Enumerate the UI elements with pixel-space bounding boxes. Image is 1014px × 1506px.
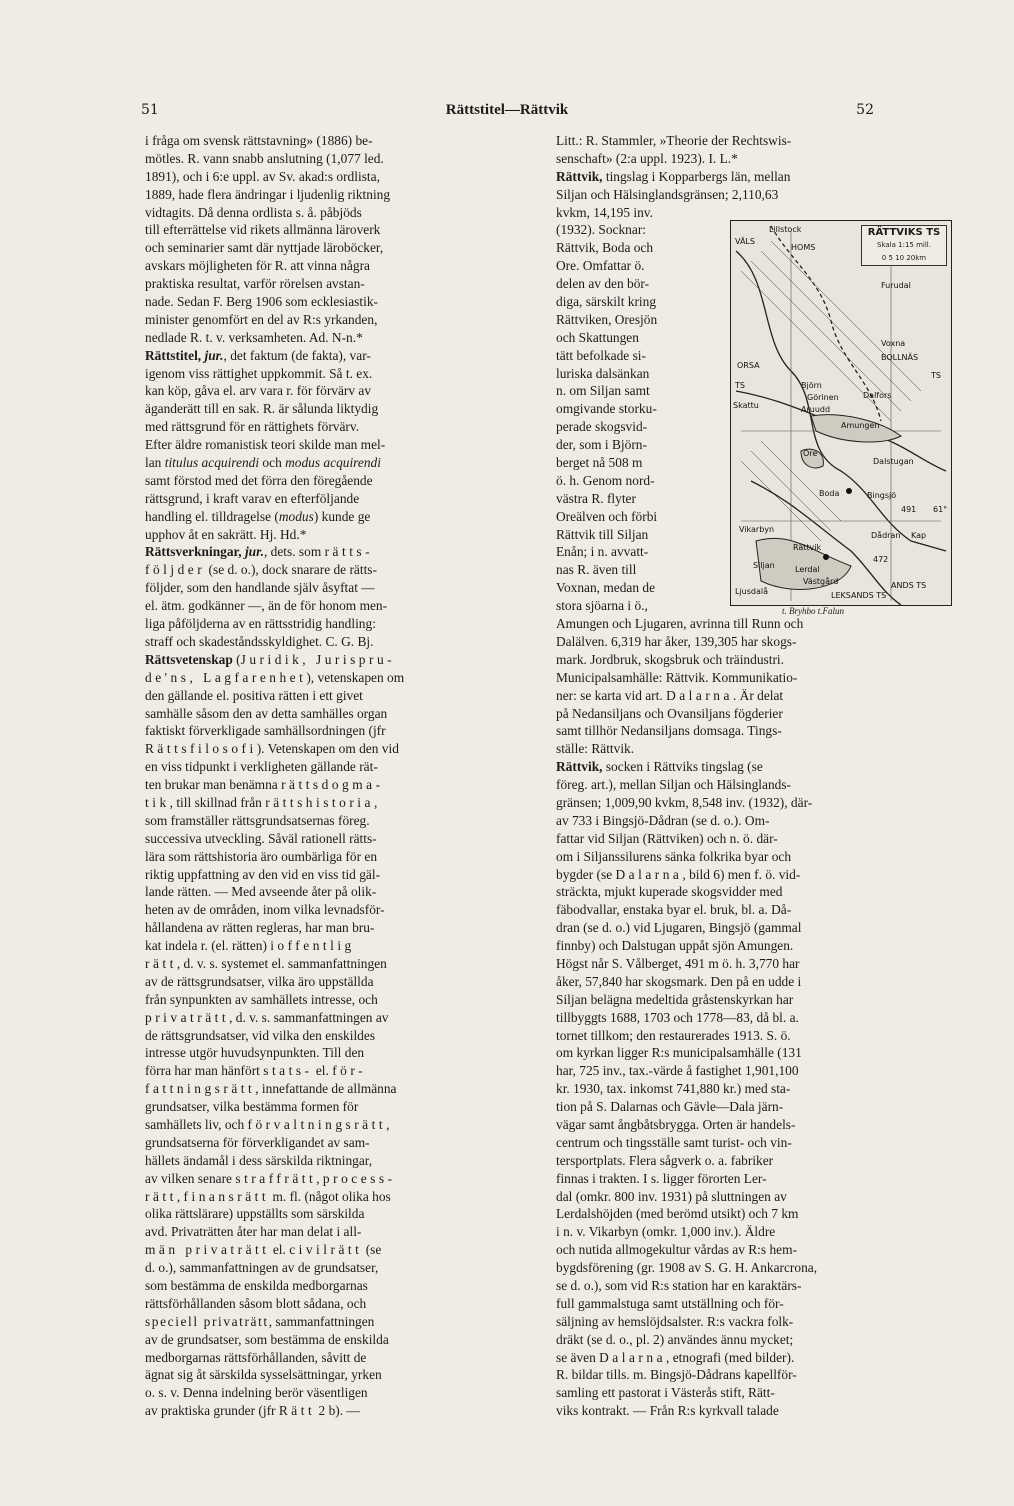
text-line: samt tillhör Nedansiljans domsaga. Tings- (556, 723, 782, 739)
text-line: kan köp, gåva el. arv vara r. för förvärv av (145, 383, 372, 399)
text-line: Högst når S. Vålberget, 491 m ö. h. 3,770 har (556, 955, 800, 971)
entry-abbr: jur. (204, 347, 224, 363)
text-span: , till skillnad från (169, 794, 266, 810)
spaced-term: straffrätt (235, 1170, 317, 1186)
map-label: 491 (901, 505, 917, 514)
text-line: full gammalstuga samt utställning och för- (556, 1295, 784, 1311)
text-line: straff och skadeståndsskyldighet. C. G. Bj. (145, 633, 374, 649)
text-line: Efter äldre romanistisk teori skilde man mel- (145, 437, 386, 453)
text-span: , (316, 1170, 323, 1186)
text-line: olika rättslärare) uppställts som särskilda (145, 1206, 365, 1222)
spaced-term: Juridik, Jurispru- (240, 651, 396, 667)
map-scale: Skala 1:15 mill. (877, 241, 931, 249)
text-span: , dets. som (263, 544, 325, 560)
text-span: (se (362, 1242, 382, 1258)
text-span: socken i Rättviks tingslag (se (602, 759, 763, 775)
text-line: de rättsgrundsatser, vid vilka den enskildes (145, 1027, 376, 1043)
spaced-term: stats- (263, 1063, 313, 1079)
text-line: fattar vid Siljan (Rättviken) och n. ö. där- (556, 830, 778, 846)
text-line: nas R. även till (556, 562, 637, 578)
text-line: intresse utgör huvudsynpunkten. Till den (145, 1045, 365, 1061)
text-span: samhällets liv, och (145, 1116, 248, 1132)
text-line: av de rättsgrundsatser, vilka äro uppställda (145, 973, 374, 989)
text-span: och (259, 455, 286, 471)
rattstavning-continuation (145, 132, 537, 347)
spaced-term: Rättsfilosofi (145, 741, 257, 757)
text-span: handling el. tilldragelse ( (145, 508, 279, 524)
page-number-right: 52 (856, 102, 874, 118)
spaced-term: de'ns, Lagfarenhet (145, 669, 307, 685)
text-line: centrum och tingsställe samt turist- och vin- (556, 1134, 792, 1150)
entry-headword: Rättsverkningar, (145, 544, 242, 560)
text-line: Oreälven och förbi (556, 508, 658, 524)
text-line: R. bildar tills. m. Bingsjö-Dådrans kapellför- (556, 1367, 797, 1383)
map-label: Furudal (881, 281, 911, 290)
map-drawing (731, 221, 951, 605)
text-line: av de grundsatser, som bestämma de enskilda (145, 1331, 389, 1347)
text-span: , (386, 1116, 390, 1132)
text-line: hållandena av rätten regleras, har man bru- (145, 920, 375, 936)
map-rattviks-tingslag (730, 220, 952, 606)
map-label: HOMS (791, 243, 816, 252)
entry-rattstitel (145, 347, 537, 544)
spaced-term: civilrätt (289, 1242, 363, 1258)
text-line: gränsen; 1,009,90 kvkm, 8,548 inv. (1932), där- (556, 794, 813, 810)
map-label: Siljan (753, 561, 775, 570)
map-label: Dådran (871, 531, 901, 540)
literature-line: Litt.: R. Stammler, »Theorie der Rechtswis- (556, 133, 792, 148)
text-line: dal (omkr. 800 inv. 1931) på sluttningen av (556, 1188, 787, 1204)
text-line: kr. 1930, tax. inkomst 741,880 kr.) med sta- (556, 1081, 791, 1097)
map-title-box (861, 225, 947, 266)
literature-line: senschaft» (2:a uppl. 1923). I. L.* (556, 150, 738, 166)
text-line: avskars möjligheten för R. att vinna några (145, 258, 370, 274)
text-span: , bild 6) men f. ö. vid- (682, 866, 801, 882)
spaced-term: fattningsrätt (145, 1081, 256, 1097)
text-line: d. o.), sammanfattningen av de grundsatser, (145, 1260, 379, 1276)
map-label: BOLLNÄS (881, 353, 919, 362)
text-line: i n. v. Vikarbyn (omkr. 1,000 inv.). Äldre (556, 1224, 776, 1240)
entry-abbr: jur. (244, 544, 264, 560)
text-line: viks kontrakt. — Från R:s kyrkvall talade (556, 1403, 779, 1419)
map-label: Dalstugan (873, 457, 914, 466)
entry-headword: Rättvik, (556, 759, 603, 775)
text-line: luriska dalsänkan (556, 365, 650, 381)
latin-term: modus (278, 508, 314, 524)
text-line: föreg. art.), mellan Siljan och Hälsinglands- (556, 777, 792, 793)
text-line: bygdsförening (gr. 1908 av S. G. H. Ankarcrona, (556, 1260, 818, 1276)
text-line: faktiskt förverkligade samhällsordningen (jfr (145, 723, 386, 739)
spaced-term: rätt (145, 955, 177, 971)
text-line: som framställer rättsgrundsatsernas föreg. (145, 812, 370, 828)
text-line: om i Siljanssilurens sänka folkrika byar och (556, 848, 792, 864)
entry-rattsverkningar (145, 543, 537, 650)
map-label: Lerdal (795, 565, 820, 574)
entry-headword: Rättstitel, (145, 347, 202, 363)
text-span: , d. v. s. sammanfattningen av (229, 1009, 389, 1025)
map-label: Boda (819, 489, 840, 498)
text-span: , d. v. s. systemet el. sammanfattningen (176, 955, 387, 971)
text-line: fäbodvallar, enstaka byar el. bruk, bl. a. Då- (556, 902, 792, 918)
spaced-term: Dalarna (599, 1349, 667, 1365)
map-label: Kap (911, 531, 927, 540)
text-line: Voxnan, medan de (556, 580, 656, 596)
spaced-term: tik (145, 794, 170, 810)
text-line: stora sjöarna i ö., (556, 598, 648, 614)
map-title: RÄTTVIKS TS (867, 227, 941, 238)
text-line: mark. Jordbruk, skogsbruk och träindustri. (556, 651, 784, 667)
running-header (0, 102, 1014, 122)
text-line: finnby) och Dalstugan uppåt sjön Amungen. (556, 938, 794, 954)
text-line: med rättsgrund för en rättighets förvärv. (145, 419, 360, 435)
map-label: VÄLS (735, 237, 755, 246)
map-scale-ticks: 0 5 10 20km (881, 254, 927, 262)
text-line: ställe: Rättvik. (556, 741, 635, 757)
text-line: av 733 i Bingsjö-Dådran (se d. o.). Om- (556, 812, 770, 828)
map-label: Ljusdalå (735, 587, 769, 596)
text-line: rättsgrund, i kraft varav en efterföljande (145, 490, 360, 506)
map-label: Dalfors (863, 391, 892, 400)
text-line: samling ett pastorat i Västerås stift, Rätt- (556, 1385, 775, 1401)
map-label: Aruudd (801, 405, 831, 414)
entry-rattsvetenskap (145, 651, 537, 1420)
latin-term: modus acquirendi (285, 455, 381, 471)
spaced-term: process- (322, 1170, 396, 1186)
text-span: ) kunde ge (313, 508, 371, 524)
map-label: Björn (801, 381, 822, 390)
text-line: ö. h. Genom nord- (556, 472, 655, 488)
text-line: Siljan och Hälsinglandsgränsen; 2,110,63 (556, 186, 779, 202)
map-label: Vikarbyn (739, 525, 775, 534)
text-line: nade. Sedan F. Berg 1906 som ecklesiastik- (145, 294, 378, 310)
text-line: tersportplats. Flera sågverk o. a. fabriker (556, 1152, 774, 1168)
text-line: Rättviken, Oresjön (556, 311, 658, 327)
map-label: ORSA (737, 361, 760, 370)
text-span: ( (232, 651, 241, 667)
text-line: dräkt (se d. o., pl. 2) användes ännu mycket; (556, 1331, 794, 1347)
text-line: säljning av hemslöjdsalster. R:s vackra folk- (556, 1313, 794, 1329)
map-caption: t. Bryhbo t.Falun (782, 606, 844, 616)
spaced-term: rättshistoria (265, 794, 374, 810)
spaced-term: rätts- (324, 544, 374, 560)
text-line: kvkm, 14,195 inv. (556, 204, 653, 220)
spaced-term: finansrätt (183, 1188, 270, 1204)
text-line: o. s. v. Denna indelning berör väsentligen (145, 1385, 368, 1401)
text-span: 2 b). — (315, 1403, 360, 1419)
text-line: lande rätten. — Med avseende åter på olik- (145, 884, 377, 900)
text-span: förra har man hänfört (145, 1063, 264, 1079)
entry-headword: Rättsvetenskap (145, 651, 233, 667)
map-label: 61° (933, 505, 948, 514)
map-label: TS (735, 381, 745, 390)
spaced-term: män privaträtt (145, 1242, 270, 1258)
spaced-term: privaträtt (145, 1009, 230, 1025)
text-line: tornet tillkom; den restaurerades 1913. S. ö. (556, 1027, 791, 1043)
text-span: bygder (se (556, 866, 616, 882)
spaced-term: rätt (145, 1188, 177, 1204)
text-line: tätt befolkade si- (556, 347, 646, 363)
text-line: följder, som den handlande själv åsyftat — (145, 580, 375, 596)
text-line: vägar samt ångbåtsbrygga. Orten är handels- (556, 1116, 796, 1132)
text-line: der, som i Björn- (556, 437, 647, 453)
text-line: i fråga om svensk rättstavning» (1886) be- (145, 133, 373, 148)
text-line: el. ätm. godkänner —, än de för honom men- (145, 598, 388, 614)
text-line: Amungen och Ljugaren, avrinna till Runn och (556, 616, 804, 632)
map-label: Bingsjö (867, 491, 897, 500)
left-column (145, 132, 537, 1420)
text-line: finnas i trakten. I s. ligger förorten Ler- (556, 1170, 767, 1186)
text-span: ner: se karta vid art. (556, 687, 667, 703)
text-span: , innefattande de allmänna (255, 1081, 397, 1097)
map-label: Ore (803, 449, 818, 458)
text-line: grundsatserna för förverkligandet av sam- (145, 1134, 370, 1150)
text-line: 1889, hade flera ändringar i ljudenlig riktning (145, 186, 391, 202)
spaced-term: för- (332, 1063, 367, 1079)
text-line: (1932). Socknar: (556, 222, 646, 238)
text-line: avd. Privaträtten åter har man delat i all- (145, 1224, 362, 1240)
text-span: tingslag i Kopparbergs län, mellan (602, 168, 791, 184)
text-line: medborgarnas rättsförhållanden, såvitt de (145, 1349, 367, 1365)
text-span: , etnografi (med bilder). (666, 1349, 795, 1365)
text-line: om kyrkan ligger R:s municipalsamhälle (131 (556, 1045, 802, 1061)
spaced-term: Dalarna (666, 687, 733, 703)
text-line: diga, särskilt kring (556, 294, 657, 310)
text-span: lan (145, 455, 165, 471)
text-line: grundsatser, vilka bestämma formen för (145, 1099, 359, 1115)
text-span: (se d. o.), dock snarare de rätts- (205, 562, 377, 578)
text-span: ). Vetenskapen om den vid (256, 741, 399, 757)
text-line: igenom viss rättighet uppkommit. Så t. ex. (145, 365, 373, 381)
text-line: berget nå 508 m (556, 455, 643, 471)
text-line: mötles. R. vann snabb anslutning (1,077 led. (145, 150, 384, 166)
text-line: och seminarier samt där nyttjade läroböcker, (145, 240, 384, 256)
text-line: praktiska resultat, varför rörelsen avstan- (145, 276, 365, 292)
text-line: Rättvik till Siljan (556, 526, 649, 542)
text-line: heten av de områden, inom vilka levnadsför- (145, 902, 385, 918)
latin-term: titulus acquirendi (164, 455, 260, 471)
text-line: äganderätt till en sak. R. är sålunda liktydig (145, 401, 379, 417)
map-label: ANDS TS (891, 581, 927, 590)
text-line: minister genomfört en del av R:s yrkanden, (145, 311, 378, 327)
map-label: LEKSANDS TS (831, 591, 887, 600)
running-title: Rättstitel—Rättvik (445, 102, 569, 118)
text-line: som bestämma de enskilda medborgarnas (145, 1278, 368, 1293)
spaced-term: speciell privaträtt (145, 1313, 269, 1329)
text-line: liga påföljderna av en rättsstridig handling: (145, 616, 376, 632)
text-line: tillbyggts 1688, 1703 och 1778—83, då bl. a. (556, 1009, 799, 1025)
page-number-left: 51 (141, 102, 159, 118)
text-span: av vilken senare (145, 1170, 236, 1186)
map-label: Västgård (803, 577, 839, 586)
text-line: en viss tidpunkt i verkligheten gällande rät- (145, 759, 378, 775)
text-span: se även (556, 1349, 600, 1365)
text-line: se d. o.), som vid R:s station har en karaktärs- (556, 1278, 802, 1293)
map-label: Lillstock (769, 225, 802, 234)
text-span: el. (269, 1242, 290, 1258)
text-line: nedlade R. t. v. verksamheten. Ad. N-n.* (145, 329, 363, 345)
text-line: åker, 57,840 har skogsmark. Den på en udde i (556, 973, 802, 989)
text-line: samhälle såsom den av detta samhälles organ (145, 705, 388, 721)
map-label: Rättvik (793, 543, 822, 552)
text-line: västra R. flyter (556, 490, 636, 506)
text-line: från synpunkten av samhällets intresse, och (145, 991, 378, 1007)
text-line: hällets ändamål i dess särskilda riktningar, (145, 1152, 373, 1168)
text-line: Lerdalshöjden (med berömd utsikt) och 7 km (556, 1206, 799, 1222)
settlement-marker (846, 488, 852, 494)
text-line: lära som rättshistoria äro oumbärliga för en (145, 848, 378, 864)
text-line: dran (se d. o.) vid Ljugaren, Bingsjö (gammal (556, 920, 802, 936)
map-label: Görinen (807, 393, 839, 402)
text-line: och nutida allmogekultur vårdas av R:s hem- (556, 1242, 797, 1258)
text-span: , det faktum (de fakta), var- (223, 347, 371, 363)
text-line: n. om Siljan samt (556, 383, 650, 399)
text-span: . Är delat (732, 687, 784, 703)
text-line: successiva utveckling. Såväl rationell rätts- (145, 830, 377, 846)
spaced-term: rättsdogma- (281, 777, 384, 793)
text-line: samt förstod med det förra den föregående (145, 472, 373, 488)
text-line: Municipalsamhälle: Rättvik. Kommunikatio- (556, 669, 798, 685)
text-line: omgivande storku- (556, 401, 657, 417)
text-span: , sammanfattningen (268, 1313, 375, 1329)
text-line: Siljan belägna medeltida gråstenskyrkan har (556, 991, 794, 1007)
spaced-term: följder (145, 562, 206, 578)
text-line: 1891), och i 6:e uppl. av Sv. akad:s ordlista, (145, 168, 380, 184)
text-span: el. (312, 1063, 333, 1079)
text-span: m. fl. (något olika hos (269, 1188, 391, 1204)
spaced-term: Dalarna (615, 866, 683, 882)
map-label: 472 (873, 555, 889, 564)
spaced-term: Rätt (278, 1403, 316, 1419)
settlement-marker (823, 554, 829, 560)
text-span: kat indela r. (el. rätten) i (145, 938, 278, 954)
text-line: ägnat sig åt särskilda sysselsättningar, yrken (145, 1367, 382, 1383)
text-span: ten brukar man benämna (145, 777, 282, 793)
text-line: tion på S. Dalarnas och Gävle—Dala järn- (556, 1099, 784, 1115)
text-span: , (373, 794, 378, 810)
text-span: , (176, 1188, 184, 1204)
text-line: perade skogsvid- (556, 419, 648, 435)
text-line: rättsförhållanden såsom blott sådana, och (145, 1295, 367, 1311)
text-line: upphov åt en sakrätt. Hj. Hd.* (145, 526, 307, 542)
text-line: på Nedansiljans och Ovansiljans fögderier (556, 705, 783, 721)
text-line: Dalälven. 6,319 har åker, 139,305 har skogs- (556, 633, 797, 649)
entry-headword: Rättvik, (556, 168, 603, 184)
text-line: delen av den bör- (556, 276, 650, 292)
map-label: Skattu (733, 401, 759, 410)
text-line: Rättvik, Boda och (556, 240, 654, 256)
spaced-term: förvaltningsrätt (247, 1116, 387, 1132)
text-span: ), vetenskapen om (306, 669, 405, 685)
text-line: till efterrättelse vid rikets allmänna läroverk (145, 222, 381, 238)
text-line: har, 725 inv., tax.-värde å fastighet 1,901,100 (556, 1063, 799, 1079)
text-line: riktig uppfattning av den vid en viss tid gäl- (145, 866, 381, 882)
text-line: Ore. Omfattar ö. (556, 258, 645, 274)
map-label: Amungen (841, 421, 880, 430)
map-label: Voxna (881, 339, 906, 348)
text-line: och Skattungen (556, 329, 639, 345)
text-line: Enån; i n. avvatt- (556, 544, 649, 560)
text-line: den gällande el. positiva rätten i ett givet (145, 687, 363, 703)
text-line: vidtagits. Då denna ordlista s. å. påbjöds (145, 204, 362, 220)
spaced-term: offentlig (277, 938, 355, 954)
text-span: av praktiska grunder (jfr (145, 1403, 279, 1419)
text-line: sträckta, mjukt kuperade skogsvidder med (556, 884, 783, 900)
map-label: TS (931, 371, 941, 380)
